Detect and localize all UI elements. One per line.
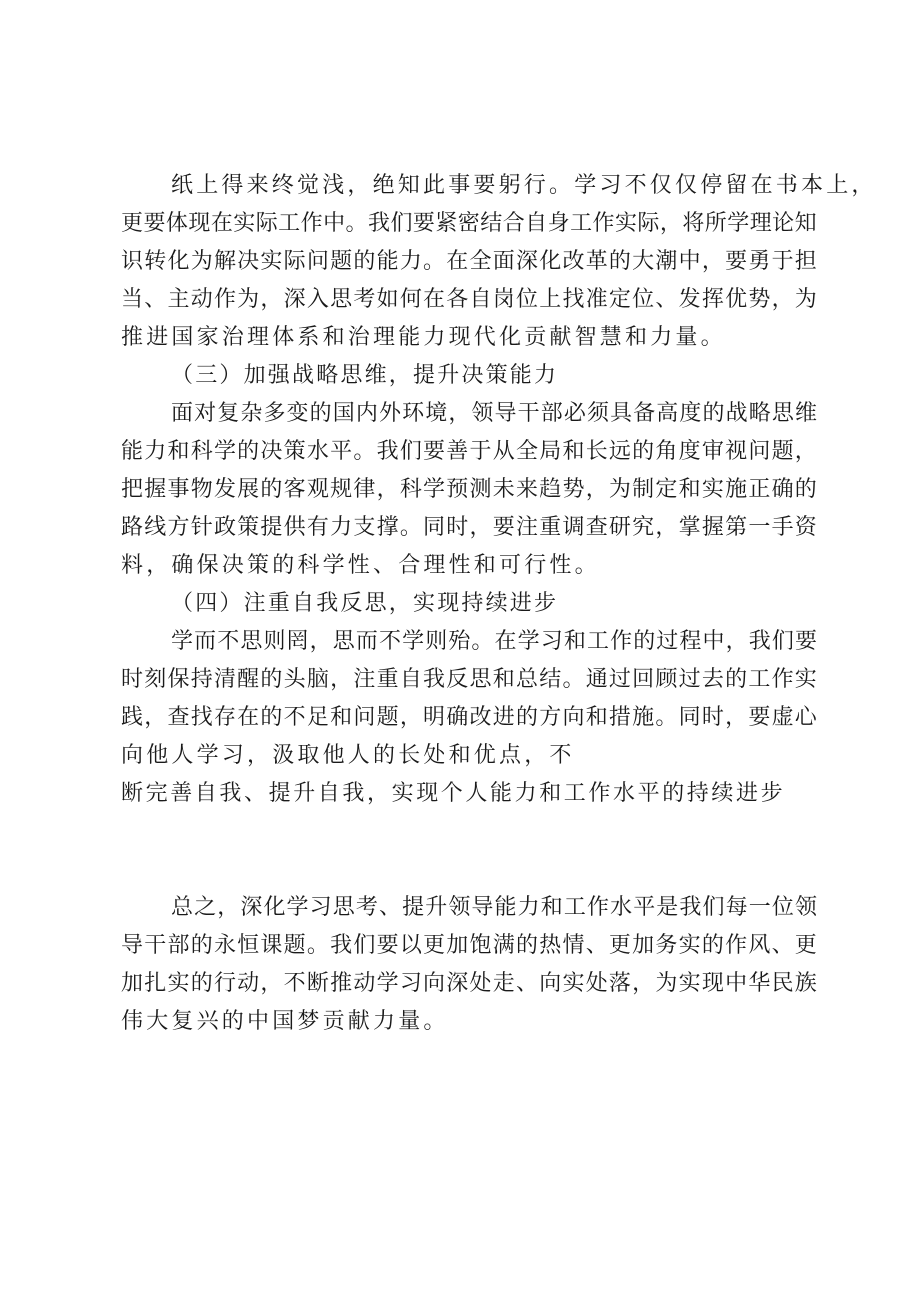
paragraph-line: 向他人学习，汲取他人的长处和优点，不 [121, 743, 575, 768]
paragraph-line: 断完善自我、提升自我，实现个人能力和工作水平的持续进步 [121, 781, 786, 806]
paragraph-line: 识 转 化 为 解 决 实 际 问 题 的 能 力 。 在 全 面 深 化 改 革 的 大 潮 中 ， 要 勇 于 担 [121, 249, 817, 274]
section-heading: （三）加强战略思维，提升决策能力 [171, 363, 559, 388]
paragraph-line: 导 干 部 的 永 恒 课 题 。 我 们 要 以 更 加 饱 满 的 热 情 、 更 加 务 实 的 作 风 、 更 [121, 933, 817, 958]
paragraph-line: 加 扎 实 的 行 动 ， 不 断 推 动 学 习 向 深 处 走 、 向 实 处 落 ， 为 实 现 中 华 民 族 [121, 971, 817, 996]
paragraph-line: 当 、 主 动 作 为 ， 深 入 思 考 如 何 在 各 自 岗 位 上 找 准 定 位 、 发 挥 优 势 ， 为 [121, 287, 817, 312]
paragraph-line: 伟大复兴的中国梦贡献力量。 [121, 1009, 449, 1034]
paragraph-line: 路 线 方 针 政 策 提 供 有 力 支 撑 。 同 时 ， 要 注 重 调 查 研 究 ， 掌 握 第 一 手 资 [121, 515, 817, 540]
paragraph-line: 纸上得来终觉浅，绝知此事要躬行。学习不仅仅停留在书本上， [171, 173, 877, 198]
paragraph-line: 把 握 事 物 发 展 的 客 观 规 律 ， 科 学 预 测 未 来 趋 势 ， 为 制 定 和 实 施 正 确 的 [121, 477, 817, 502]
paragraph-line: 践 ， 查 找 存 在 的 不 足 和 问 题 ， 明 确 改 进 的 方 向 和 措 施 。 同 时 ， 要 虚 心 [121, 705, 817, 730]
paragraph-line: 学 而 不 思 则 罔 ， 思 而 不 学 则 殆 。 在 学 习 和 工 作 的 过 程 中 ， 我 们 要 [171, 629, 817, 654]
paragraph-line: 更 要 体 现 在 实 际 工 作 中 。 我 们 要 紧 密 结 合 自 身 工 作 实 际 ， 将 所 学 理 论 知 [121, 211, 817, 236]
paragraph-line: 面 对 复 杂 多 变 的 国 内 外 环 境 ， 领 导 干 部 必 须 具 备 高 度 的 战 略 思 维 [171, 401, 817, 426]
section-heading: （四）注重自我反思，实现持续进步 [171, 591, 559, 616]
paragraph-line: 推进国家治理体系和治理能力现代化贡献智慧和力量。 [121, 325, 726, 350]
paragraph-line: 总 之 ， 深 化 学 习 思 考 、 提 升 领 导 能 力 和 工 作 水 平 是 我 们 每 一 位 领 [171, 895, 817, 920]
paragraph-line: 时 刻 保 持 清 醒 的 头 脑 ， 注 重 自 我 反 思 和 总 结 。 通 过 回 顾 过 去 的 工 作 实 [121, 667, 817, 692]
paragraph-line: 能 力 和 科 学 的 决 策 水 平 。 我 们 要 善 于 从 全 局 和 长 远 的 角 度 审 视 问 题 ， [121, 439, 817, 464]
paragraph-line: 料，确保决策的科学性、合理性和可行性。 [121, 553, 600, 578]
